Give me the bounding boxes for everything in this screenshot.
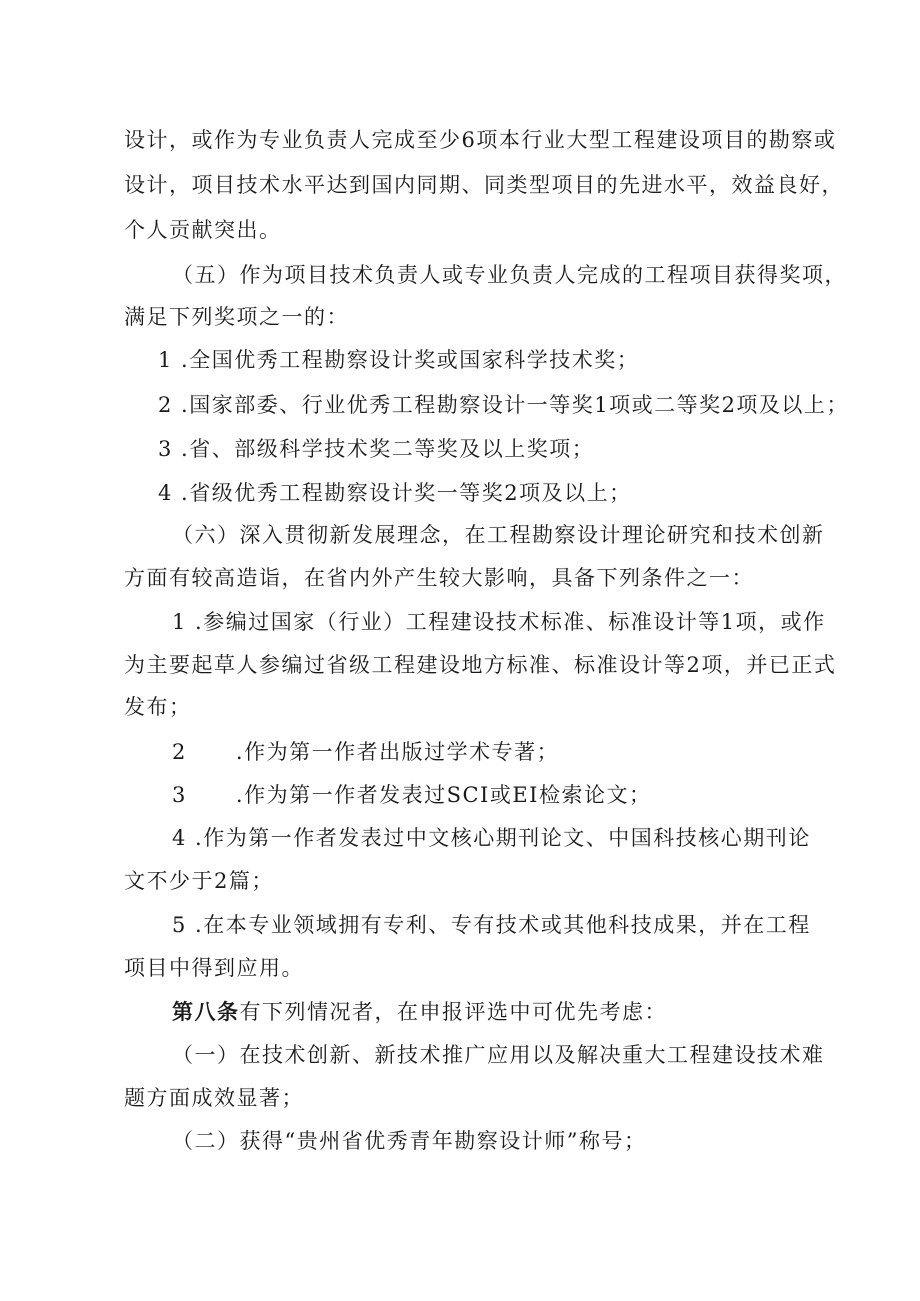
list-item: 3 .省、部级科学技术奖二等奖及以上奖项； [158, 437, 595, 461]
list-item: 2 .国家部委、行业优秀工程勘察设计一等奖1项或二等奖2项及以上； [158, 393, 849, 417]
list-item: 5 .在本专业领域拥有专利、专有技术或其他科技成果，并在工程 [172, 913, 811, 937]
text-line: 发布； [124, 695, 192, 719]
article-heading: 第八条 [172, 999, 240, 1024]
article-text: 有下列情况者，在申报评选中可优先考虑： [239, 1000, 667, 1024]
text-line: （二）获得“贵州省优秀青年勘察设计师”称号； [172, 1129, 647, 1153]
text-line: 设计，项目技术水平达到国内同期、同类型项目的先进水平，效益良好， [124, 173, 844, 197]
list-item: 3 .作为第一作者发表过SCI或EI检索论文； [172, 783, 652, 807]
text-line: 满足下列奖项之一的： [124, 305, 349, 329]
text-line: （一）在技术创新、新技术推广应用以及解决重大工程建设技术难 [172, 1043, 825, 1067]
text-line: 设计，或作为专业负责人完成至少6项本行业大型工程建设项目的勘察或 [124, 128, 837, 152]
text-line: （六）深入贯彻新发展理念，在工程勘察设计理论研究和技术创新 [172, 523, 825, 547]
list-item: 4 .省级优秀工程勘察设计奖一等奖2项及以上； [158, 481, 632, 505]
text-line: 个人贡献突出。 [124, 218, 282, 242]
list-item: 1 .参编过国家（行业）工程建设技术标准、标准设计等1项，或作 [172, 610, 826, 634]
text-line: 为主要起草人参编过省级工程建设地方标准、标准设计等2项，并已正式 [124, 653, 837, 677]
text-line: （五）作为项目技术负责人或专业负责人完成的工程项目获得奖项， [172, 263, 847, 287]
list-item: 4 .作为第一作者发表过中文核心期刊论文、中国科技核心期刊论 [172, 826, 811, 850]
text-line: 文不少于2篇； [124, 869, 274, 893]
text-line: 题方面成效显著； [124, 1086, 304, 1110]
list-item: 2 .作为第一作者出版过学术专著； [172, 740, 560, 764]
text-line: 方面有较高造诣，在省内外产生较大影响，具备下列条件之一： [124, 566, 754, 590]
list-item: 1 .全国优秀工程勘察设计奖或国家科学技术奖； [158, 348, 640, 372]
text-line: 项目中得到应用。 [124, 956, 304, 980]
article-line [172, 997, 667, 1027]
